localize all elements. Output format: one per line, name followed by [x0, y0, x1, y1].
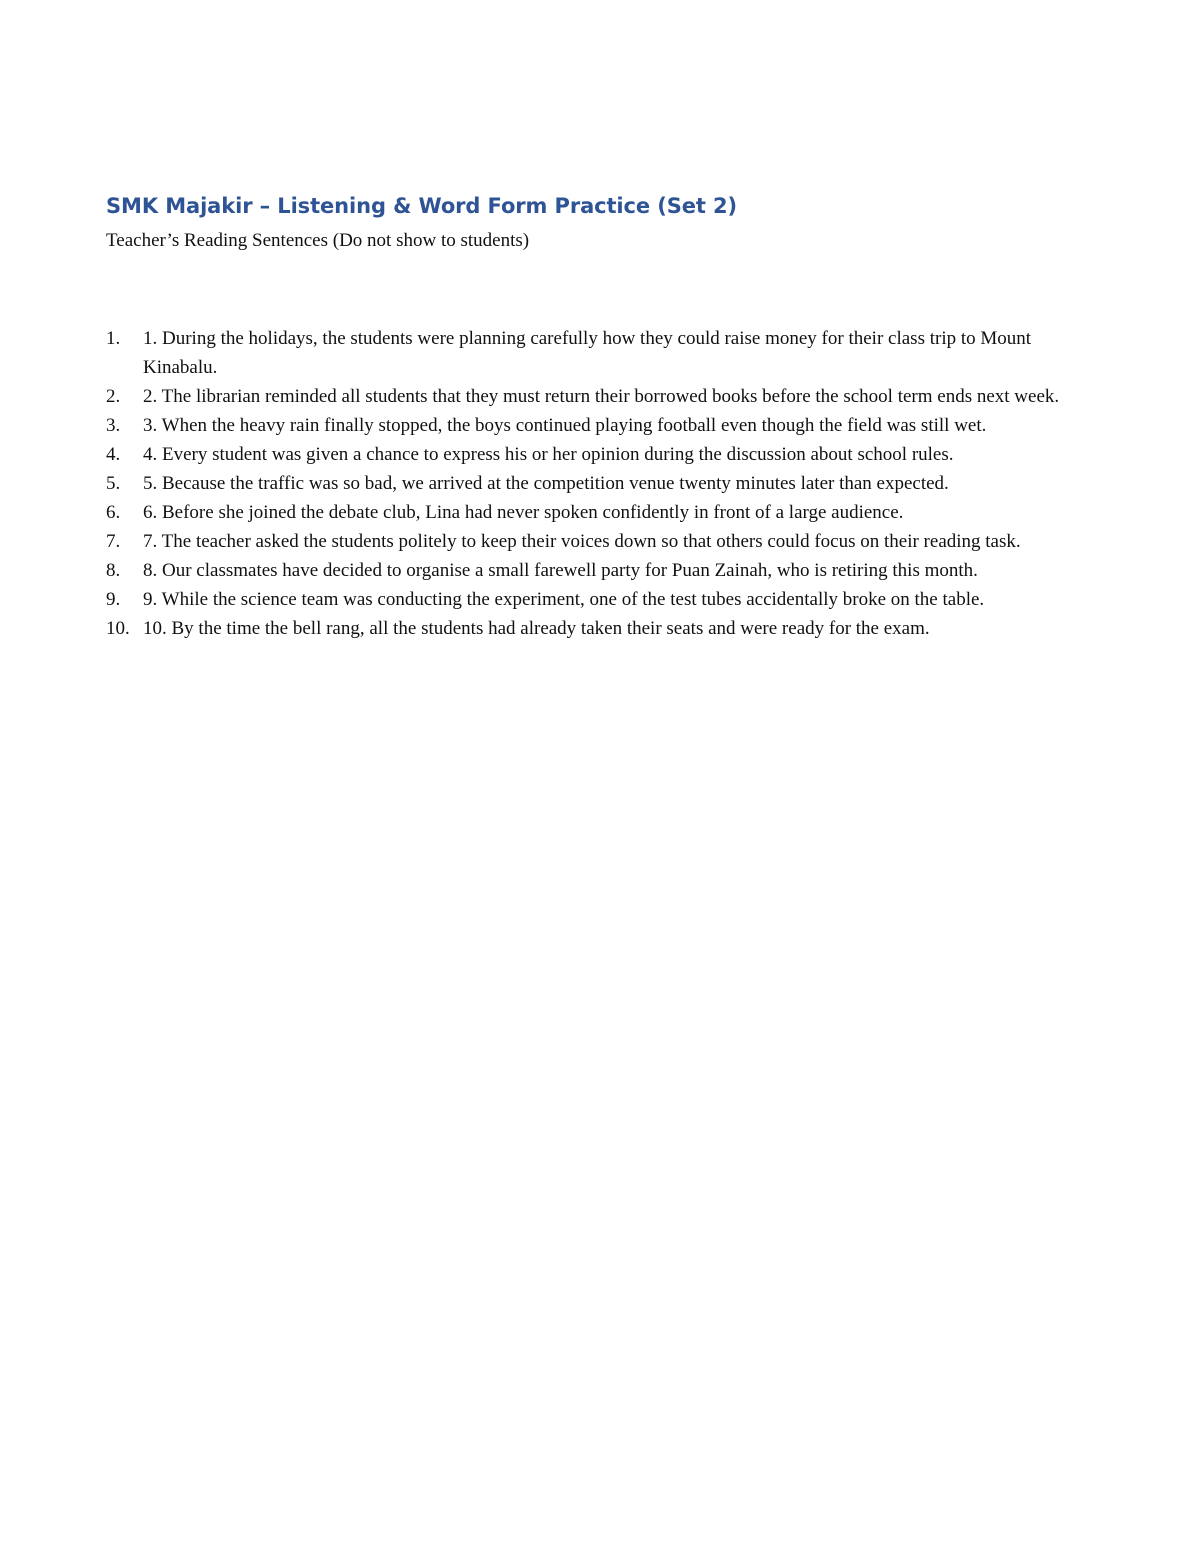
list-item-text: 1. During the holidays, the students were planning carefully how they could raise money for their class trip to Mount Kinabalu. [143, 328, 1032, 378]
list-item-number: 5. [106, 473, 121, 494]
list-item-number: 8. [106, 560, 121, 581]
list-item-text: 4. Every student was given a chance to express his or her opinion during the discussion about school rules. [143, 444, 954, 465]
document-subtitle: Teacher’s Reading Sentences (Do not show to students) [106, 230, 530, 251]
list-item [106, 585, 1096, 614]
document-content [106, 190, 1096, 643]
list-item-text: 3. When the heavy rain finally stopped, the boys continued playing football even though the field was still wet. [143, 415, 987, 436]
list-item [106, 440, 1096, 469]
list-item [106, 614, 1096, 643]
list-item-text: 2. The librarian reminded all students that they must return their borrowed books before the school term ends next week. [143, 386, 1060, 407]
list-item-number: 2. [106, 386, 121, 407]
document-title: SMK Majakir – Listening & Word Form Practice (Set 2) [106, 194, 738, 218]
list-item [106, 382, 1096, 411]
list-item [106, 527, 1096, 556]
list-item-text: 10. By the time the bell rang, all the students had already taken their seats and were ready for the exam. [143, 618, 930, 639]
list-item-text: 5. Because the traffic was so bad, we arrived at the competition venue twenty minutes later than expected. [143, 473, 949, 494]
list-item-text: 9. While the science team was conducting the experiment, one of the test tubes accidentally broke on the table. [143, 589, 985, 610]
list-item-text: 8. Our classmates have decided to organise a small farewell party for Puan Zainah, who is retiring this month. [143, 560, 978, 581]
list-item-number: 9. [106, 589, 121, 610]
sentence-list [106, 324, 1096, 643]
list-item-text: 7. The teacher asked the students politely to keep their voices down so that others could focus on their reading task. [143, 531, 1021, 552]
list-item-number: 6. [106, 502, 121, 523]
list-item [106, 469, 1096, 498]
list-item-number: 7. [106, 531, 121, 552]
list-item-number: 1. [106, 328, 121, 349]
list-item-number: 4. [106, 444, 121, 465]
list-item [106, 556, 1096, 585]
list-item-number: 10. [106, 618, 130, 639]
list-item-text: 6. Before she joined the debate club, Lina had never spoken confidently in front of a large audience. [143, 502, 904, 523]
list-item [106, 411, 1096, 440]
list-item [106, 498, 1096, 527]
list-item [106, 324, 1096, 382]
list-item-number: 3. [106, 415, 121, 436]
